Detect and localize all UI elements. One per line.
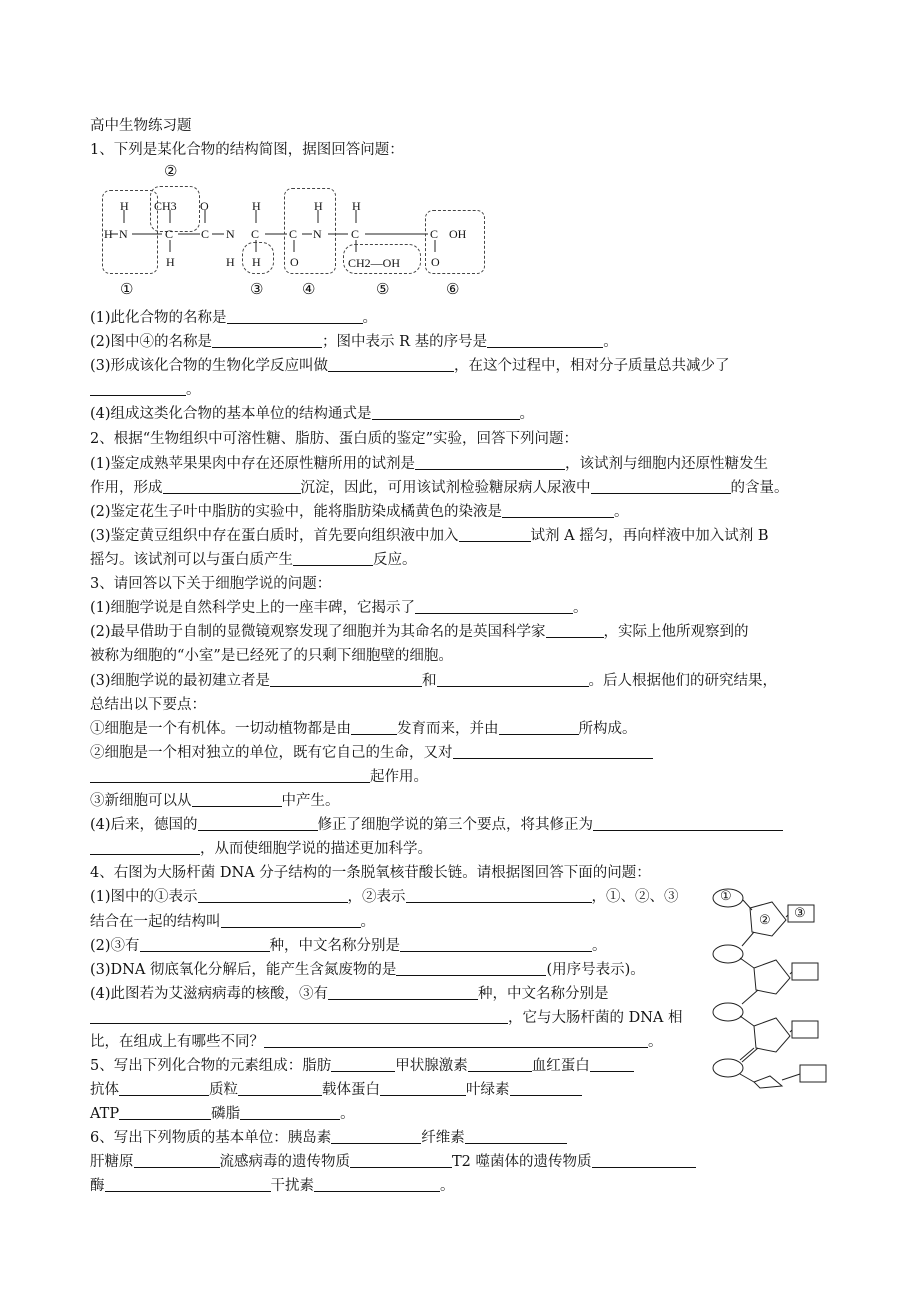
atom-h: H xyxy=(120,199,129,213)
answer-blank[interactable] xyxy=(396,961,546,976)
label-2: ② xyxy=(164,164,178,180)
q2-part-3-cont: 摇匀。该试剂可以与蛋白质产生 反应。 xyxy=(90,552,417,568)
answer-blank[interactable] xyxy=(134,1153,220,1168)
label-5: ⑤ xyxy=(376,282,390,298)
q4-stem: 4、右图为大肠杆菌 DNA 分子结构的一条脱氧核苷酸长链。请根据图回答下面的问题： xyxy=(90,865,651,881)
q3-point-3: ③新细胞可以从 中产生。 xyxy=(90,793,340,809)
label-3: ③ xyxy=(250,282,264,298)
answer-blank[interactable] xyxy=(238,1081,322,1096)
answer-blank[interactable] xyxy=(328,357,454,372)
answer-blank[interactable] xyxy=(406,888,592,903)
q3-point-2-cont: 起作用。 xyxy=(90,768,428,786)
q2-stem: 2、根据“生物组织中可溶性糖、脂肪、蛋白质的鉴定”实验，回答下列问题： xyxy=(90,431,579,447)
q6-line-3: 酶 干扰素 。 xyxy=(90,1178,455,1194)
answer-blank[interactable] xyxy=(593,816,783,831)
answer-blank[interactable] xyxy=(459,527,531,542)
page-title: 高中生物练习题 xyxy=(90,118,192,134)
answer-blank[interactable] xyxy=(415,599,573,614)
q4-part-3: (3)DNA 彻底氧化分解后，能产生含氮废物的是 (用序号表示)。 xyxy=(90,962,645,978)
answer-blank[interactable] xyxy=(240,1105,340,1120)
answer-blank[interactable] xyxy=(119,1081,209,1096)
q3-part-1: (1)细胞学说是自然科学史上的一座丰碑，它揭示了 。 xyxy=(90,600,588,616)
dna-strand-diagram xyxy=(710,880,840,1090)
q1-part-3-cont: 。 xyxy=(90,381,201,399)
answer-blank[interactable] xyxy=(192,792,282,807)
atom-h: H xyxy=(314,199,323,213)
answer-blank[interactable] xyxy=(212,333,322,348)
answer-blank[interactable] xyxy=(90,768,370,783)
q3-part-4: (4)后来，德国的 修正了细胞学说的第三个要点，将其修正为 xyxy=(90,816,783,834)
label-phosphate: ① xyxy=(720,888,732,903)
atom-ch3: CH3 xyxy=(154,199,177,213)
answer-blank[interactable] xyxy=(400,937,592,952)
q1-part-4: (4)组成这类化合物的基本单位的结构通式是 。 xyxy=(90,406,535,422)
dna-strand-shapes xyxy=(710,880,840,1090)
answer-blank[interactable] xyxy=(331,1057,395,1072)
q6-line-1: 6、写出下列物质的基本单位：胰岛素 纤维素 xyxy=(90,1129,567,1147)
atom-c: C xyxy=(430,227,439,241)
q3-part-4-cont: ，从而使细胞学说的描述更加科学。 xyxy=(90,840,432,858)
answer-blank[interactable] xyxy=(350,1153,452,1168)
answer-blank[interactable] xyxy=(415,455,565,470)
q4-part-4: (4)此图若为艾滋病病毒的核酸，③有 种，中文名称分别是 xyxy=(90,986,609,1002)
atom-c: C xyxy=(251,227,260,241)
answer-blank[interactable] xyxy=(437,672,589,687)
q3-part-2-cont: 被称为细胞的“小室”是已经死了的只剩下细胞壁的细胞。 xyxy=(90,648,453,664)
answer-blank[interactable] xyxy=(270,672,422,687)
q4-part-4-cont2: 比，在组成上有哪些不同？ 。 xyxy=(90,1034,663,1050)
atom-n: N xyxy=(119,227,128,241)
answer-blank[interactable] xyxy=(221,913,361,928)
atom-h: H xyxy=(166,255,175,269)
peptide-structure-diagram xyxy=(90,160,500,300)
q3-point-1: ①细胞是一个有机体。一切动植物都是由 发育而来，并由 所构成。 xyxy=(90,721,637,737)
atom-c: C xyxy=(165,227,174,241)
answer-blank[interactable] xyxy=(314,1177,440,1192)
atom-h: H xyxy=(352,199,361,213)
label-4: ④ xyxy=(302,282,316,298)
q4-part-1: (1)图中的①表示 ，②表示 ，①、②、③ xyxy=(90,889,679,905)
q4-part-4-cont: ，它与大肠杆菌的 DNA 相 xyxy=(90,1009,683,1027)
atom-c: C xyxy=(351,227,360,241)
answer-blank[interactable] xyxy=(90,840,200,855)
answer-blank[interactable] xyxy=(487,333,603,348)
atom-n: N xyxy=(313,227,322,241)
q5-line-3: ATP 磷脂 。 xyxy=(90,1106,355,1122)
answer-blank[interactable] xyxy=(372,405,520,420)
answer-blank[interactable] xyxy=(465,1129,567,1144)
answer-blank[interactable] xyxy=(380,1081,466,1096)
atom-h: H xyxy=(226,255,235,269)
q1-part-2: (2)图中④的名称是 ；图中表示 R 基的序号是 。 xyxy=(90,334,618,350)
label-sugar: ② xyxy=(759,912,771,927)
q1-part-3: (3)形成该化合物的生物化学反应叫做 ，在这个过程中，相对分子质量总共减少了 xyxy=(90,358,730,374)
atom-c: C xyxy=(289,227,298,241)
atom-o: O xyxy=(431,255,440,269)
q2-part-1-cont: 作用，形成 沉淀，因此，可用该试剂检验糖尿病人尿液中 的含量。 xyxy=(90,480,789,496)
atom-c: C xyxy=(201,227,210,241)
answer-blank[interactable] xyxy=(591,479,731,494)
atom-h: H xyxy=(252,199,261,213)
atom-o: O xyxy=(200,199,209,213)
label-base: ③ xyxy=(794,905,806,920)
atom-oh: OH xyxy=(449,227,467,241)
q4-part-2: (2)③有 种，中文名称分别是 。 xyxy=(90,938,607,954)
q2-part-1: (1)鉴定成熟苹果果肉中存在还原性糖所用的试剂是 ，该试剂与细胞内还原性糖发生 xyxy=(90,456,769,472)
answer-blank[interactable] xyxy=(264,1033,648,1048)
q5-line-1: 5、写出下列化合物的元素组成：脂肪 甲状腺激素 血红蛋白 xyxy=(90,1057,634,1075)
answer-blank[interactable] xyxy=(163,479,301,494)
answer-blank[interactable] xyxy=(510,1081,582,1096)
label-6: ⑥ xyxy=(446,282,460,298)
atom-h: H xyxy=(104,227,113,241)
q1-stem: 1、下列是某化合物的结构简图，据图回答问题： xyxy=(90,142,404,158)
label-1: ① xyxy=(120,282,134,298)
answer-blank[interactable] xyxy=(331,1129,421,1144)
q3-stem: 3、请回答以下关于细胞学说的问题： xyxy=(90,576,332,592)
atom-h: H xyxy=(252,255,261,269)
answer-blank[interactable] xyxy=(590,1057,634,1072)
answer-blank[interactable] xyxy=(198,888,348,903)
answer-blank[interactable] xyxy=(502,503,614,518)
q3-part-3-cont: 总结出以下要点： xyxy=(90,697,206,713)
q3-part-2: (2)最早借助于自制的显微镜观察发现了细胞并为其命名的是英国科学家 ，实际上他所观察到的 xyxy=(90,624,749,640)
answer-blank[interactable] xyxy=(90,381,186,396)
answer-blank[interactable] xyxy=(119,1105,211,1120)
answer-blank[interactable] xyxy=(140,937,270,952)
atom-ch2oh: CH2—OH xyxy=(348,256,401,270)
q2-part-2: (2)鉴定花生子叶中脂肪的实验中，能将脂肪染成橘黄色的染液是 。 xyxy=(90,504,629,520)
atom-n: N xyxy=(226,227,235,241)
q4-part-1-cont: 结合在一起的结构叫 。 xyxy=(90,914,375,930)
answer-blank[interactable] xyxy=(227,309,363,324)
q3-point-2: ②细胞是一个相对独立的单位，既有它自己的生命，又对 xyxy=(90,744,653,762)
atom-o: O xyxy=(290,255,299,269)
q2-part-3: (3)鉴定黄豆组织中存在蛋白质时，首先要向组织液中加入 试剂 A 摇匀，再向样液中加入试剂 B xyxy=(90,528,769,544)
q1-part-1: (1)此化合物的名称是 。 xyxy=(90,310,378,326)
answer-blank[interactable] xyxy=(499,720,579,735)
answer-blank[interactable] xyxy=(328,985,478,1000)
answer-blank[interactable] xyxy=(468,1057,532,1072)
answer-blank[interactable] xyxy=(546,623,604,638)
answer-blank[interactable] xyxy=(293,551,373,566)
q3-part-3: (3)细胞学说的最初建立者是 和 。后人根据他们的研究结果， xyxy=(90,673,778,689)
q5-line-2: 抗体 质粒 载体蛋白 叶绿素 xyxy=(90,1081,582,1099)
answer-blank[interactable] xyxy=(351,720,397,735)
answer-blank[interactable] xyxy=(453,744,653,759)
answer-blank[interactable] xyxy=(105,1177,271,1192)
answer-blank[interactable] xyxy=(592,1153,696,1168)
q6-line-2: 肝糖原 流感病毒的遗传物质 T2 噬菌体的遗传物质 xyxy=(90,1153,696,1171)
answer-blank[interactable] xyxy=(90,1009,508,1024)
answer-blank[interactable] xyxy=(198,816,318,831)
